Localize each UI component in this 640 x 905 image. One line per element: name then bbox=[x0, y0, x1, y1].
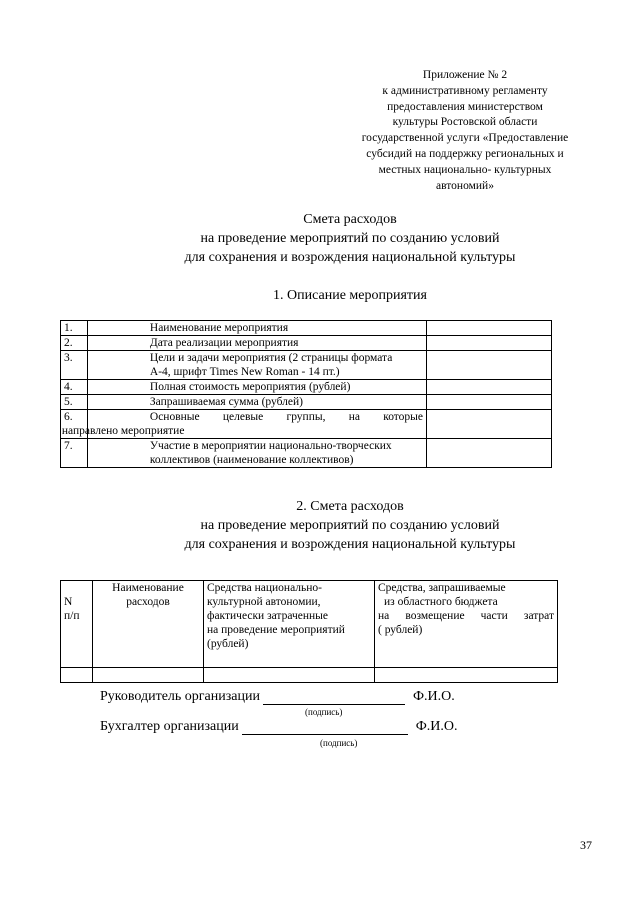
row-number: 1. bbox=[61, 321, 88, 336]
table-row bbox=[61, 439, 552, 468]
annex-header bbox=[330, 68, 600, 194]
annex-line: субсидий на поддержку региональных и bbox=[366, 147, 564, 160]
title-line: 2. Смета расходов bbox=[296, 499, 404, 514]
header-line: Средства, запрашиваемые bbox=[378, 582, 506, 594]
row-text bbox=[87, 439, 426, 468]
table-row bbox=[61, 410, 552, 439]
table-row bbox=[61, 395, 552, 410]
header-line: на возмещение части затрат bbox=[378, 610, 554, 622]
header-line: расходов bbox=[126, 596, 170, 608]
header-line: Средства национально- bbox=[207, 582, 323, 594]
row-text: Полная стоимость мероприятия (рублей) bbox=[87, 380, 426, 395]
column-header-autonomy-funds bbox=[204, 581, 375, 668]
row-value[interactable] bbox=[427, 336, 552, 351]
section1-heading: 1. Описание мероприятия bbox=[273, 288, 427, 303]
row-value[interactable] bbox=[427, 351, 552, 380]
row-value[interactable] bbox=[427, 395, 552, 410]
title-line: для сохранения и возрождения национальной культуры bbox=[184, 537, 516, 552]
annex-line: государственной услуги «Предоставление bbox=[361, 132, 569, 145]
row-text bbox=[87, 351, 426, 380]
row-value[interactable] bbox=[427, 380, 552, 395]
annex-line: к административному регламенту bbox=[382, 84, 548, 97]
header-line: из областного бюджета bbox=[384, 596, 498, 608]
page-number: 37 bbox=[580, 838, 592, 852]
table-cell[interactable] bbox=[61, 668, 93, 683]
column-header-expense-name bbox=[93, 581, 204, 668]
column-header-requested-funds bbox=[375, 581, 558, 668]
table-header-row bbox=[61, 581, 558, 668]
annex-line: местных национально- культурных bbox=[378, 163, 552, 176]
accountant-label: Бухгалтер организации bbox=[100, 719, 239, 734]
header-line: N bbox=[64, 596, 73, 608]
accountant-signature-line bbox=[100, 718, 458, 735]
table-row bbox=[61, 380, 552, 395]
title-line: для сохранения и возрождения национальной культуры bbox=[184, 250, 516, 265]
annex-line: предоставления министерством bbox=[387, 100, 543, 113]
row-text-line: Основные целевые группы, на которые bbox=[149, 411, 424, 423]
head-signature-line bbox=[100, 688, 455, 705]
head-signature-field[interactable] bbox=[263, 688, 405, 705]
accountant-signature-caption: (подпись) bbox=[320, 738, 358, 748]
row-value[interactable] bbox=[427, 321, 552, 336]
head-fio: Ф.И.О. bbox=[412, 689, 455, 704]
table-cell[interactable] bbox=[93, 668, 204, 683]
header-line: на проведение мероприятий bbox=[207, 624, 345, 636]
annex-line: Приложение № 2 bbox=[422, 69, 508, 81]
table-row bbox=[61, 336, 552, 351]
row-number: 7. bbox=[61, 439, 88, 468]
annex-line: автономий» bbox=[436, 179, 494, 192]
table-cell[interactable] bbox=[204, 668, 375, 683]
row-text: Запрашиваемая сумма (рублей) bbox=[87, 395, 426, 410]
table-row bbox=[61, 668, 558, 683]
row-number: 2. bbox=[61, 336, 88, 351]
accountant-signature-field[interactable] bbox=[242, 718, 408, 735]
header-line: (рублей) bbox=[207, 638, 249, 650]
column-header-number bbox=[61, 581, 93, 668]
row-value[interactable] bbox=[427, 410, 552, 439]
header-line: фактически затраченные bbox=[207, 610, 329, 622]
header-line: культурной автономии, bbox=[207, 596, 321, 608]
row-text-line: Цели и задачи мероприятия (2 страницы формата bbox=[149, 352, 393, 364]
head-signature-caption: (подпись) bbox=[305, 707, 343, 717]
event-description-table bbox=[60, 320, 552, 468]
row-number: 3. bbox=[61, 351, 88, 380]
table-row bbox=[61, 351, 552, 380]
title-line: на проведение мероприятий по созданию условий bbox=[200, 231, 500, 246]
row-text: Наименование мероприятия bbox=[87, 321, 426, 336]
header-line: Наименование bbox=[112, 582, 184, 594]
expense-estimate-table bbox=[60, 580, 558, 683]
table-row bbox=[61, 321, 552, 336]
row-text: Дата реализации мероприятия bbox=[87, 336, 426, 351]
title-line: Смета расходов bbox=[303, 212, 397, 227]
row-number: 5. bbox=[61, 395, 88, 410]
row-number: 6. bbox=[61, 410, 88, 439]
section2-heading bbox=[100, 497, 600, 554]
row-text-line: А-4, шрифт Times New Roman - 14 пт.) bbox=[149, 366, 340, 378]
accountant-fio: Ф.И.О. bbox=[415, 719, 458, 734]
document-title bbox=[100, 210, 600, 267]
row-text-line: Участие в мероприятии национально-творческих bbox=[149, 440, 392, 452]
row-number: 4. bbox=[61, 380, 88, 395]
table-cell[interactable] bbox=[375, 668, 558, 683]
header-line: п/п bbox=[64, 610, 80, 622]
row-text-line: коллективов (наименование коллективов) bbox=[149, 454, 354, 466]
title-line: на проведение мероприятий по созданию условий bbox=[200, 518, 500, 533]
head-label: Руководитель организации bbox=[100, 689, 260, 704]
header-line: ( рублей) bbox=[378, 624, 423, 636]
row-text bbox=[61, 410, 426, 439]
row-value[interactable] bbox=[427, 439, 552, 468]
row-text-line: направлено мероприятие bbox=[61, 425, 185, 437]
annex-line: культуры Ростовской области bbox=[392, 116, 538, 129]
